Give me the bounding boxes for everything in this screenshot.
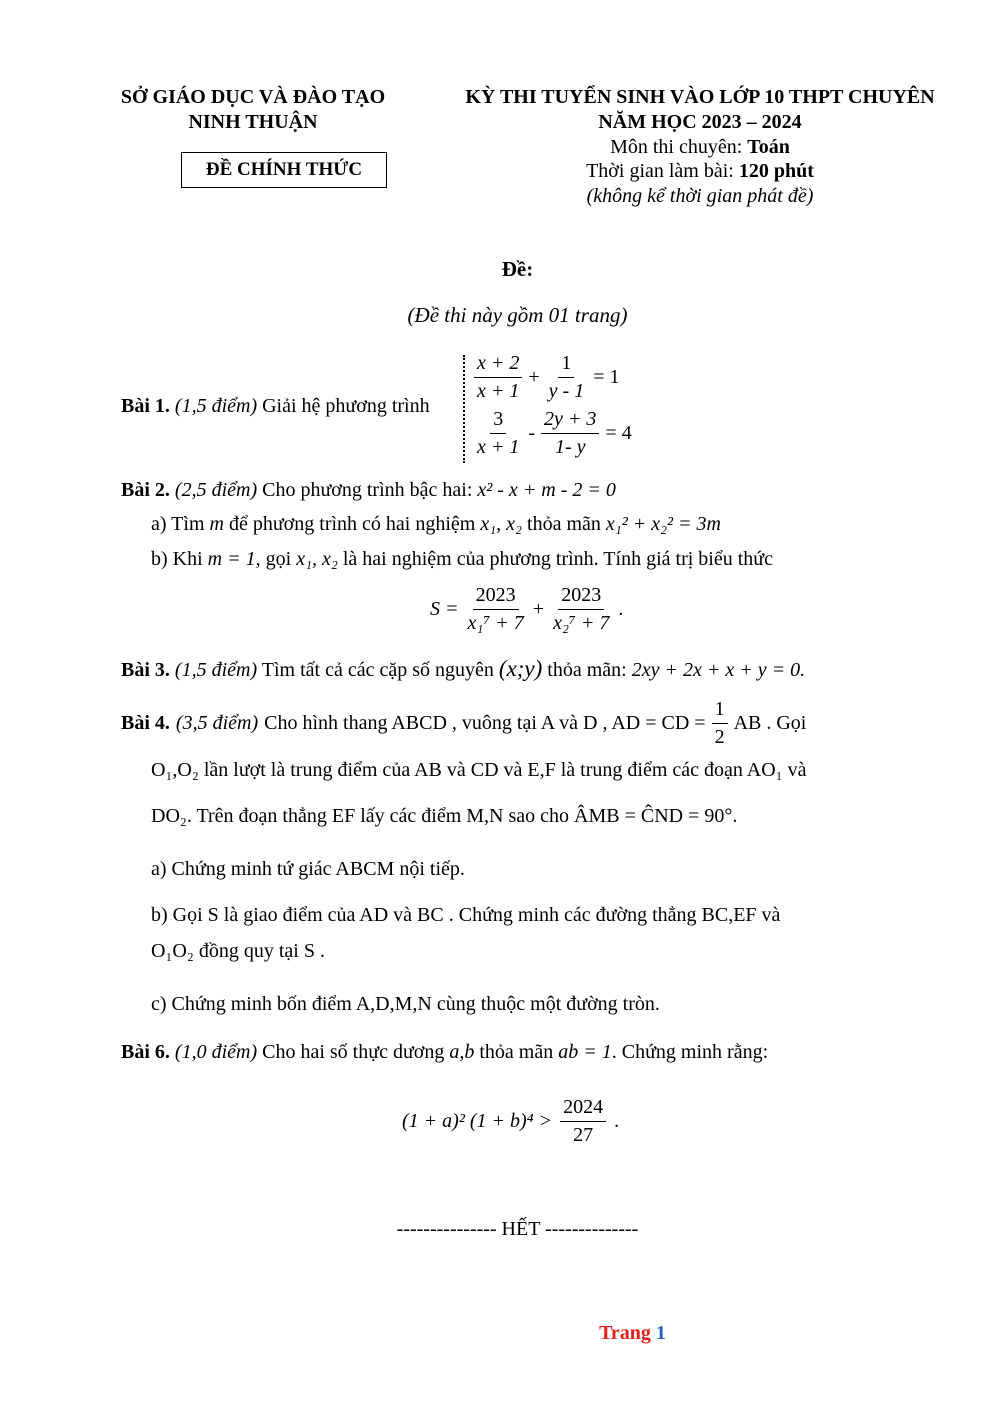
pages-note: (Đề thi này gồm 01 trang)	[407, 303, 628, 327]
problem-4b-line-2: O₁O₂ đồng quy tại S .	[151, 940, 325, 962]
problem-4-text-1: Cho hình thang ABCD , vuông tại A và D , AD = CD =	[264, 712, 706, 734]
school-year: NĂM HỌC 2023 – 2024	[598, 111, 802, 133]
problem-4-line-3: DO₂. Trên đoạn thẳng EF lấy các điểm M,N sao cho ÂMB = ĈND = 90°.	[151, 805, 738, 827]
problem-6-points: (1,0 điểm)	[174, 1041, 258, 1063]
eq1-denominator-1: x + 1	[477, 380, 520, 402]
eq1-rhs: = 1	[593, 366, 620, 388]
subject-label: Môn thi chuyên:	[610, 136, 748, 158]
system-brace	[463, 355, 471, 463]
p2a-text-1: a) Tìm	[151, 513, 205, 535]
p2a-text-3: thỏa mãn	[527, 513, 601, 535]
inequality-lhs: (1 + a)² (1 + b)⁴ >	[402, 1110, 553, 1132]
inequality	[402, 1096, 619, 1147]
problem-2-equation: x² - x + m - 2 = 0	[477, 479, 616, 501]
problem-2-text: Cho phương trình bậc hai:	[262, 479, 473, 501]
page-footer	[0, 1322, 1000, 1345]
problem-3-text-1: Tìm tất cả các cặp số nguyên	[261, 659, 494, 681]
S-denominator-2: x₂⁷ + 7	[553, 612, 610, 634]
p2a-m: m	[209, 513, 224, 535]
province-name: NINH THUẬN	[188, 111, 318, 133]
problem-2-intro	[121, 479, 616, 502]
problem-2-label: Bài 2.	[121, 479, 170, 501]
problem-4b-line-1: b) Gọi S là giao điểm của AD và BC . Chứng minh các đường thẳng BC,EF và	[151, 904, 781, 926]
page-number: 1	[655, 1322, 666, 1344]
official-exam-label: ĐỀ CHÍNH THỨC	[205, 159, 363, 180]
S-denominator-1: x₁⁷ + 7	[467, 612, 524, 634]
problem-2-points: (2,5 điểm)	[174, 479, 258, 501]
eq1-denominator-2: y - 1	[548, 380, 585, 402]
eq2-denominator-1: x + 1	[477, 436, 520, 458]
p2b-text-2: , gọi	[255, 548, 292, 570]
problem-2b	[151, 548, 773, 571]
S-numerator-1: 2023	[473, 584, 519, 610]
official-exam-box	[181, 152, 387, 188]
exam-heading: Đề:	[501, 257, 534, 281]
S-label: S =	[430, 598, 459, 620]
eq2-numerator-2: 2y + 3	[541, 408, 599, 434]
p2b-text-3: là hai nghiệm của phương trình. Tính giá trị biểu thức	[342, 548, 773, 570]
inequality-rhs-denominator: 27	[573, 1124, 594, 1146]
problem-4c: c) Chứng minh bốn điểm A,D,M,N cùng thuộc một đường tròn.	[151, 993, 660, 1015]
eq2-operator: -	[528, 422, 536, 444]
subject-value: Toán	[747, 136, 790, 158]
p2b-text-1: b) Khi	[151, 548, 203, 570]
problem-6-vars: a,b	[449, 1041, 475, 1063]
half-denominator: 2	[714, 726, 725, 748]
page-word: Trang	[599, 1322, 651, 1344]
time-note: (không kể thời gian phát đề)	[586, 185, 814, 207]
eq2-rhs: = 4	[605, 422, 632, 444]
problem-3-label: Bài 3.	[121, 659, 170, 681]
half-numerator: 1	[712, 698, 728, 724]
time-line	[430, 160, 970, 183]
inequality-period: .	[614, 1110, 620, 1132]
system-equation-2	[474, 408, 632, 459]
end-marker: --------------- HẾT --------------	[396, 1218, 639, 1240]
eq1-numerator-1: x + 2	[474, 352, 522, 378]
problem-4-points: (3,5 điểm)	[175, 712, 259, 734]
S-period: .	[618, 598, 624, 620]
problem-6-text-1: Cho hai số thực dương	[262, 1041, 445, 1063]
expression-S	[430, 584, 623, 635]
p2b-m: m = 1	[207, 548, 256, 570]
problem-4-line-1	[121, 698, 806, 749]
problem-6-text-3: . Chứng minh rằng:	[611, 1041, 769, 1063]
problem-1-points: (1,5 điểm)	[174, 395, 258, 417]
eq2-denominator-2: 1- y	[554, 436, 586, 458]
problem-6-text-2: thỏa mãn	[479, 1041, 554, 1063]
problem-3-text-2: thỏa mãn:	[547, 659, 627, 681]
problem-6-condition: ab = 1	[558, 1041, 612, 1063]
p2a-text-2: để phương trình có hai nghiệm	[228, 513, 476, 535]
subject-line	[430, 136, 970, 159]
time-label: Thời gian làm bài:	[586, 160, 739, 182]
problem-1-label: Bài 1.	[121, 395, 170, 417]
problem-3-equation: 2xy + 2x + x + y = 0.	[631, 659, 806, 681]
problem-6-label: Bài 6.	[121, 1041, 170, 1063]
inequality-rhs-numerator: 2024	[560, 1096, 606, 1122]
eq1-numerator-2: 1	[558, 352, 574, 378]
exam-title: KỲ THI TUYỂN SINH VÀO LỚP 10 THPT CHUYÊN	[465, 86, 935, 108]
problem-3-pair: (x;y)	[498, 656, 543, 681]
problem-4-label: Bài 4.	[121, 712, 170, 734]
p2b-roots: x₁, x₂	[296, 548, 338, 570]
problem-4-text-1-end: AB . Gọi	[733, 712, 807, 734]
problem-2a	[151, 513, 721, 536]
problem-1-text: Giải hệ phương trình	[262, 395, 430, 417]
eq2-numerator-1: 3	[490, 408, 506, 434]
department-name: SỞ GIÁO DỤC VÀ ĐÀO TẠO	[120, 86, 386, 108]
time-value: 120 phút	[738, 160, 814, 182]
eq1-operator: +	[528, 366, 540, 388]
p2a-roots: x₁, x₂	[480, 513, 523, 535]
p2a-condition: x₁² + x₂² = 3m	[605, 513, 721, 535]
problem-3	[121, 656, 805, 682]
system-equation-1	[474, 352, 619, 403]
problem-4-line-2: O₁,O₂ lần lượt là trung điểm của AB và CD và E,F là trung điểm các đoạn AO₁ và	[151, 759, 807, 781]
S-numerator-2: 2023	[558, 584, 604, 610]
problem-3-points: (1,5 điểm)	[174, 659, 258, 681]
problem-6	[121, 1041, 768, 1064]
problem-4a: a) Chứng minh tứ giác ABCM nội tiếp.	[151, 858, 465, 880]
S-plus: +	[532, 598, 545, 620]
problem-1-intro	[121, 395, 430, 418]
